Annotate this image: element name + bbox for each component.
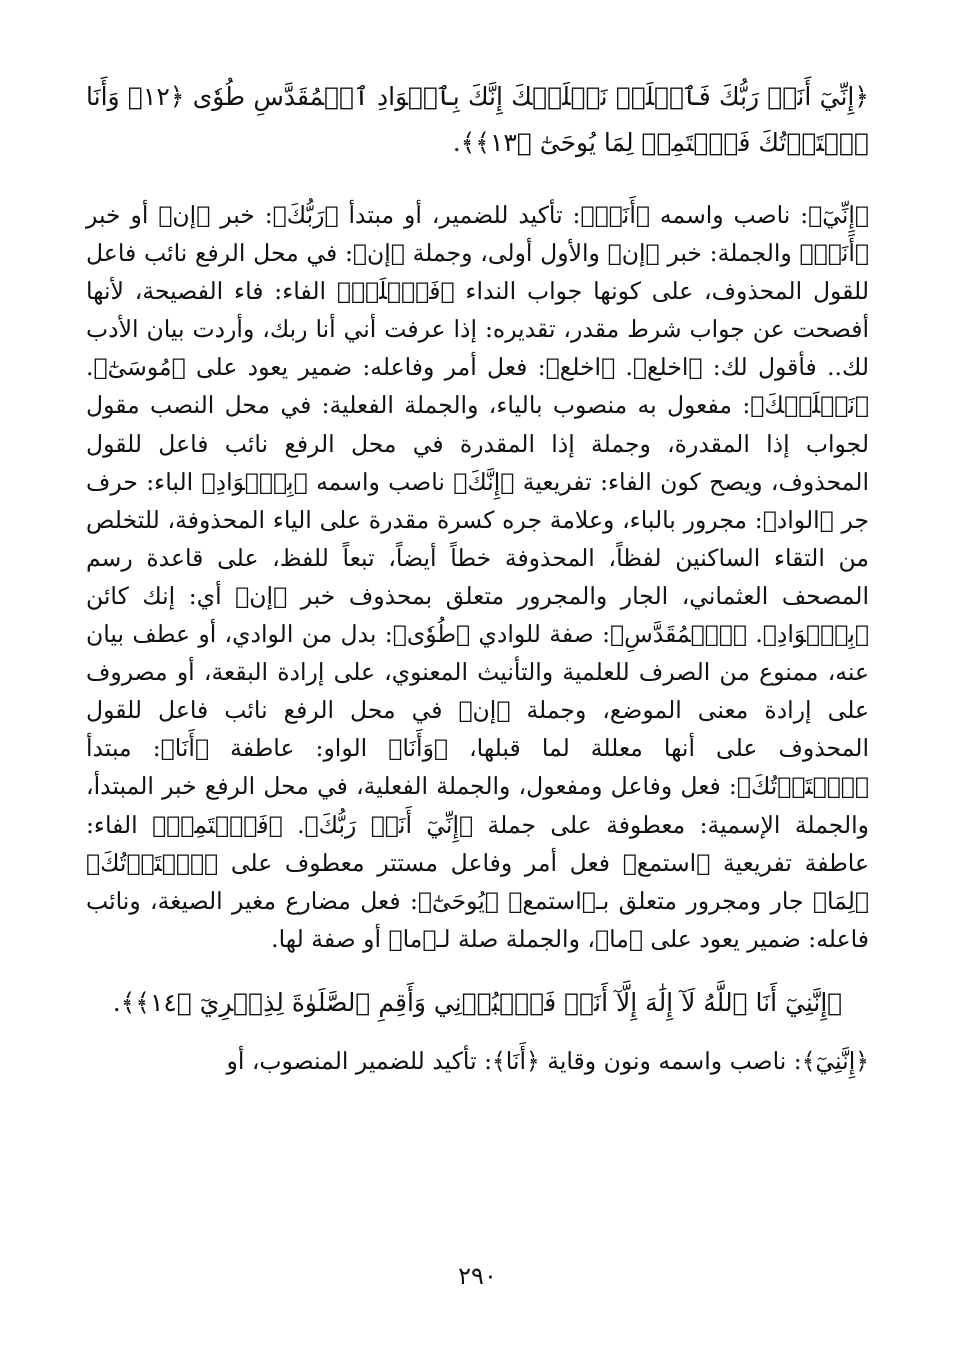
spacer (86, 958, 869, 980)
book-page (86, 74, 869, 1326)
quran-verse-12-13: ﴿إِنِّيٓ أَنَا۠ رَبُّكَ فَٱخۡلَعۡ نَعۡلَيۡكَ إِنَّكَ بِٱلۡوَادِ ٱلۡمُقَدَّسِ طُوٗى ﴿١٢﴾ وَأَنَا ٱخۡتَرۡتُكَ فَٱسۡتَمِعۡ لِمَا يُوحَىٰٓ ﴿١٣﴾﴾. (86, 82, 869, 157)
grammatical-analysis-paragraph-2: ﴿إِنَّنِيٓ﴾: ناصب واسمه ونون وقاية ﴿أَنَا﴾: تأكيد للضمير المنصوب، أو (226, 1046, 869, 1075)
verse-block-1 (86, 74, 869, 166)
grammatical-analysis-paragraph-1: ﴿إِنِّيٓ﴾: ناصب واسمه ﴿أَنَا۠﴾: تأكيد للضمير، أو مبتدأ ﴿رَبُّكَ﴾: خبر ﴿إن﴾ أو خبر ﴿أَنَا۠﴾ والجملة: خبر ﴿إن﴾ والأول أولى، وجملة ﴿إن﴾: في محل الرفع نائب فاعل للقول المحذوف، على كونها جواب النداء ﴿فَٱخۡلَعۡ﴾ الفاء: فاء الفصيحة، لأنها أفصحت عن جواب شرط مقدر، تقديره: إذا عرفت أني أنا ربك، وأردت بيان الأدب لك.. فأقول لك: ﴿اخلع﴾. ﴿اخلع﴾: فعل أمر وفاعله: ضمير يعود على ﴿مُوسَىٰٓ﴾. ﴿نَعۡلَيۡكَ﴾: مفعول به منصوب بالياء، والجملة الفعلية: في محل النصب مقول لجواب إذا المقدرة، وجملة إذا المقدرة في محل الرفع نائب فاعل للقول المحذوف، ويصح كون الفاء: تفريعية ﴿إِنَّكَ﴾ ناصب واسمه ﴿بِٱلۡوَادِ﴾ الباء: حرف جر ﴿الواد﴾: مجرور بالباء، وعلامة جره كسرة مقدرة على الياء المحذوفة، للتخلص من التقاء الساكنين لفظاً، المحذوفة خطاً أيضاً، تبعاً للفظ، على قاعدة رسم المصحف العثماني، الجار والمجرور متعلق بمحذوف خبر ﴿إن﴾ أي: إنك كائن ﴿بِٱلۡوَادِ﴾. ﴿ٱلۡمُقَدَّسِ﴾: صفة للوادي ﴿طُوٗى﴾: بدل من الوادي، أو عطف بيان عنه، ممنوع من الصرف للعلمية والتأنيث المعنوي، على إرادة البقعة، أو مصروف على إرادة معنى الموضع، وجملة ﴿إن﴾ في محل الرفع نائب فاعل للقول المحذوف على أنها معللة لما قبلها، ﴿وَأَنَا﴾ الواو: عاطفة ﴿أَنَا﴾: مبتدأ ﴿ٱخۡتَرۡتُكَ﴾: فعل وفاعل ومفعول، والجملة الفعلية، في محل الرفع خبر المبتدأ، والجملة الإسمية: معطوفة على جملة ﴿إِنِّيٓ أَنَا۠ رَبُّكَ﴾. ﴿فَٱسۡتَمِعۡ﴾ الفاء: عاطفة تفريعية ﴿استمع﴾ فعل أمر وفاعل مستتر معطوف على ﴿ٱخۡتَرۡتُكَ﴾ ﴿لِمَا﴾ جار ومجرور متعلق بـ﴿استمع﴾ ﴿يُوحَىٰٓ﴾: فعل مضارع مغير الصيغة، ونائب فاعله: ضمير يعود على ﴿ما﴾، والجملة صلة لـ﴿ما﴾ أو صفة لها. (86, 201, 869, 953)
page-number: ٢٩٠ (458, 1262, 497, 1290)
quran-verse-14: ﴿إِنَّنِيٓ أَنَا ٱللَّهُ لَآ إِلَٰهَ إِلَّآ أَنَا۠ فَٱعۡبُدۡنِي وَأَقِمِ ٱلصَّلَوٰةَ لِذِكۡرِيٓ ﴿١٤﴾﴾. (112, 987, 843, 1017)
spacer (86, 1026, 869, 1042)
